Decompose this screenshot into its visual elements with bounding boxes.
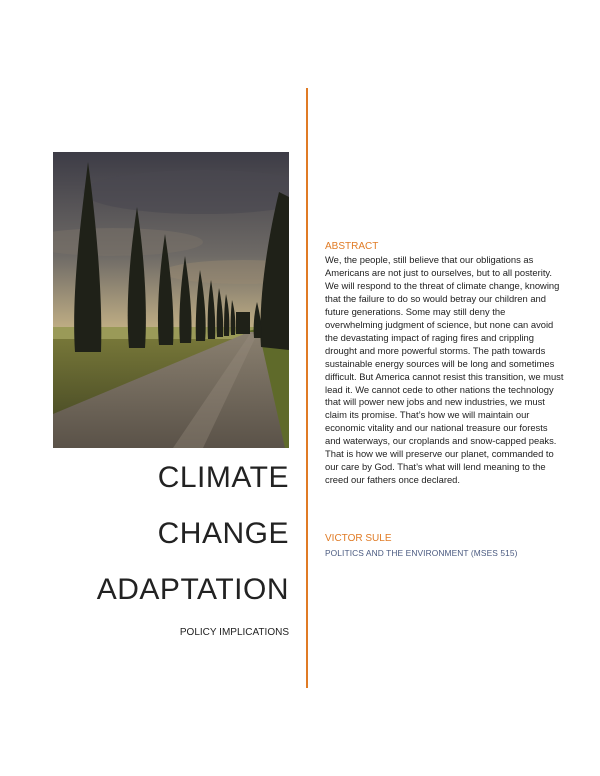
title-line-2: CHANGE: [157, 517, 289, 550]
subtitle: POLICY IMPLICATIONS: [179, 627, 289, 638]
title-line-3: ADAPTATION: [96, 573, 289, 606]
abstract-body: We, the people, still believe that our obligations as Americans are not just to ourselves, but to all posterity. We will respond to the threat of climate change, knowing that the failure to do so would betray our children and future generations. Some may still deny the overwhelming judgment of science, but none can avoid the devastating impact of raging fires and crippling drought and more powerful storms. The path towards sustainable energy sources will be long and sometimes difficult. But America cannot resist this transition, we must lead it. We cannot cede to other nations the technology that will power new jobs and new industries, we must claim its promise. That’s how we will maintain our economic vitality and our national treasure our forests and waterways, our croplands and snow-capped peaks. That is how we will preserve our planet, commanded to our care by God. That’s what will lend meaning to the creed our fathers once declared.: [325, 254, 564, 486]
cover-photo: [53, 152, 289, 448]
title-line-1: CLIMATE: [157, 461, 289, 494]
vertical-divider: [306, 88, 308, 688]
abstract-heading: ABSTRACT: [325, 241, 379, 252]
course-name: POLITICS AND THE ENVIRONMENT (MSES 515): [325, 548, 518, 558]
author-name: VICTOR SULE: [325, 533, 392, 544]
